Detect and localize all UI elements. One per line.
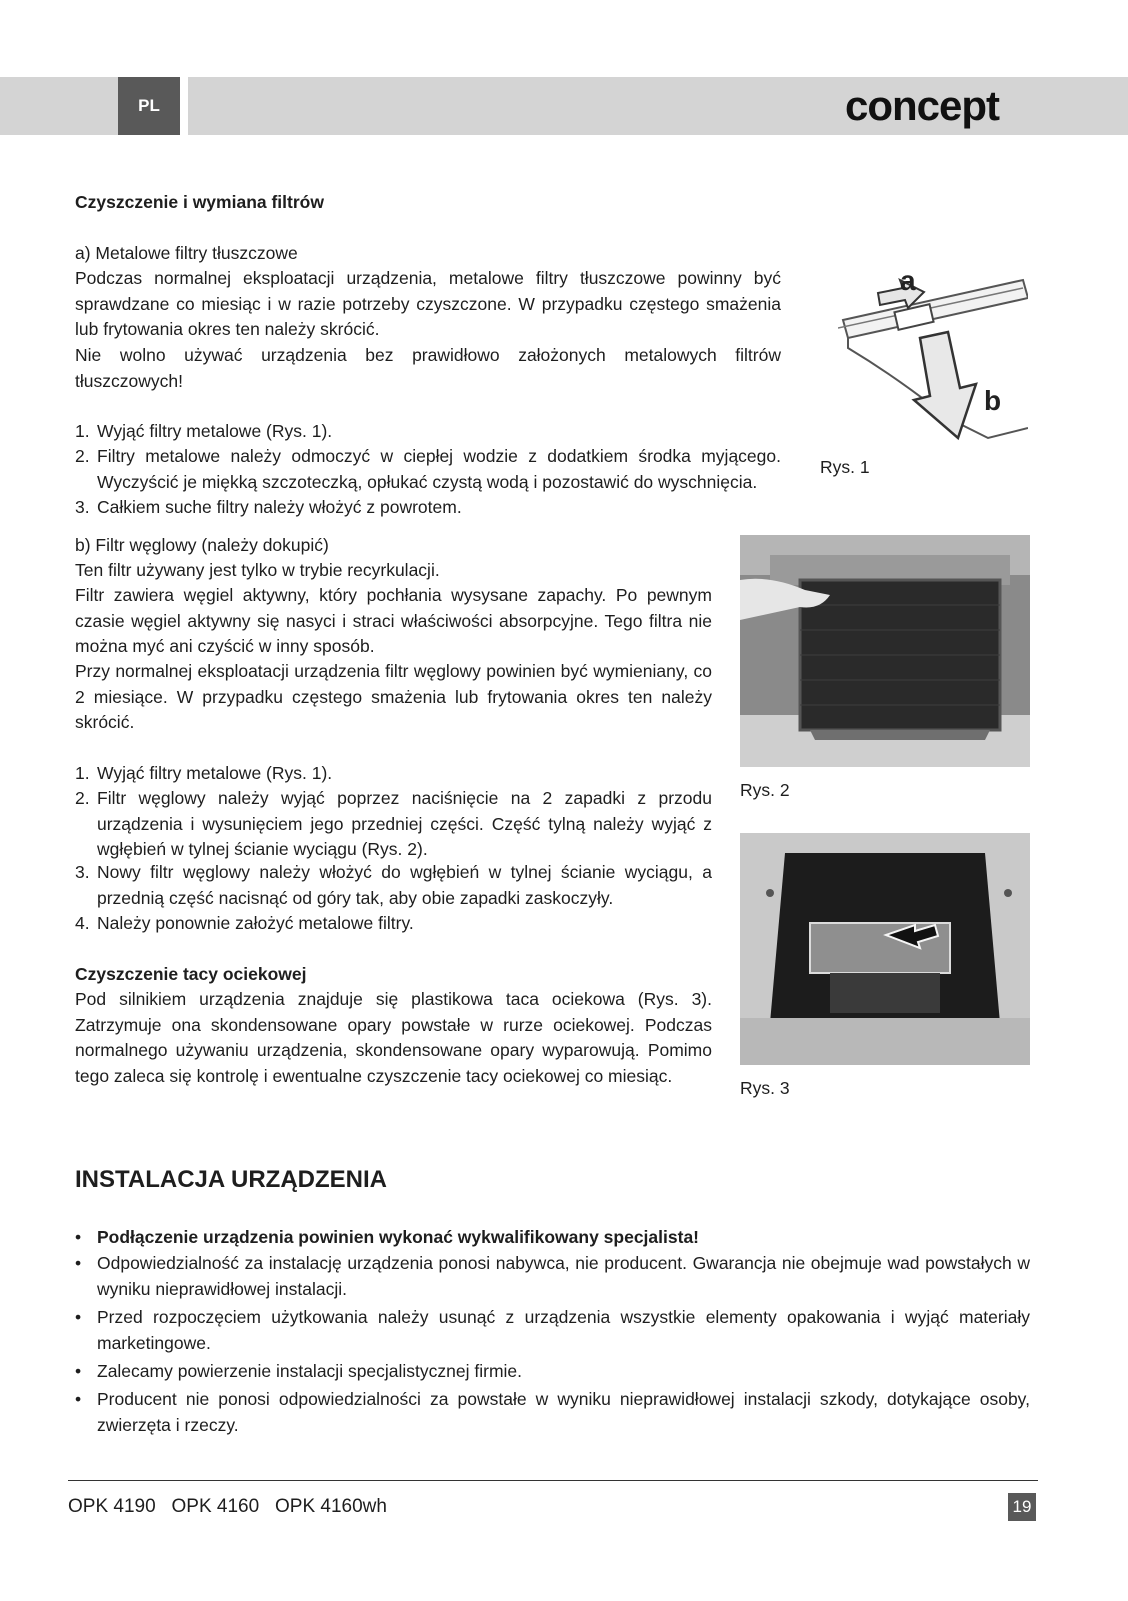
figure-2-caption: Rys. 2 [740, 780, 790, 800]
install-bullet-1: • Podłączenie urządzenia powinien wykonać wykwalifikowany specjalista! [75, 1225, 1030, 1251]
install-bullet-3: • Przed rozpoczęciem użytkowania należy usunąć z urządzenia wszystkie elementy opakowania i wyjąć materiały marketingowe. [75, 1307, 1030, 1353]
carbon-filter-heading: b) Filtr węglowy (należy dokupić) [75, 535, 329, 555]
bullet-dot: • [75, 1307, 82, 1327]
install-bullet-5: • Producent nie ponosi odpowiedzialności za powstałe w wyniku nieprawidłowej instalacji szkody, dotykające osoby, zwierzęta i rzeczy. [75, 1389, 1030, 1435]
carbon-step-4: 4. Należy ponownie założyć metalowe filtry. [75, 913, 414, 933]
metal-step-2: 2. Filtry metalowe należy odmoczyć w ciepłej wodzie z dodatkiem środka myjącego. Wyczyścić je miękką szczoteczką, opłukać czystą wodą i pozostawić do wyschnięcia. [75, 446, 781, 492]
bullet-dot: • [75, 1361, 82, 1381]
brand-logo: concept [845, 82, 1000, 129]
carbon-step-3: 3. Nowy filtr węglowy należy włożyć do wgłębień w tylnej ścianie wyciągu, a przednią część nacisnąć od góry tak, aby obie zapadki zaskoczyły. [75, 862, 712, 908]
figure-1-label-a: a [900, 268, 916, 296]
figure-3-photo [740, 833, 1030, 1065]
carbon-filter-paragraph-3: Przy normalnej eksploatacji urządzenia filtr węglowy powinien być wymieniany, co 2 miesiące. W przypadku częstego smażenia lub frytowania okres ten należy skrócić. [75, 661, 712, 732]
language-tab: PL [118, 77, 180, 135]
bullet-dot: • [75, 1389, 82, 1409]
section-title-install: INSTALACJA URZĄDZENIA [75, 1166, 387, 1193]
metal-step-3: 3. Całkiem suche filtry należy włożyć z powrotem. [75, 497, 462, 517]
section-title-tray: Czyszczenie tacy ociekowej [75, 964, 307, 984]
metal-filter-paragraph-1: Podczas normalnej eksploatacji urządzenia, metalowe filtry tłuszczowe powinny być sprawdzane co miesiąc i w razie potrzeby czyszczone. W przypadku częstego smażenia lub frytowania okres ten należy skrócić. [75, 268, 781, 339]
figure-2-photo [740, 535, 1030, 767]
footer-model-list: OPK 4190 OPK 4160 OPK 4160wh [68, 1496, 387, 1517]
metal-filter-heading: a) Metalowe filtry tłuszczowe [75, 243, 298, 263]
figure-1-caption: Rys. 1 [820, 457, 870, 477]
figure-3-caption: Rys. 3 [740, 1078, 790, 1098]
section-title-filters: Czyszczenie i wymiana filtrów [75, 192, 324, 212]
carbon-filter-paragraph-1: Ten filtr używany jest tylko w trybie recyrkulacji. [75, 560, 440, 580]
figure-1-diagram [838, 268, 1028, 453]
bullet-dot: • [75, 1253, 82, 1273]
tray-paragraph: Pod silnikiem urządzenia znajduje się plastikowa taca ociekowa (Rys. 3). Zatrzymuje ona skondensowane opary powstałe w rurze ociekowej. Podczas normalnego używaniu urządzenia, skondensowane opary wyparowują. Pomimo tego zaleca się kontrolę i ewentualne czyszczenie tacy ociekowej co miesiąc. [75, 989, 712, 1086]
install-bullet-2: • Odpowiedzialność za instalację urządzenia ponosi nabywca, nie producent. Gwarancja nie obejmuje wad powstałych w wyniku nieprawidłowej instalacji. [75, 1253, 1030, 1299]
metal-filter-paragraph-2: Nie wolno używać urządzenia bez prawidłowo założonych metalowych filtrów tłuszczowych! [75, 345, 781, 391]
carbon-filter-paragraph-2: Filtr zawiera węgiel aktywny, który pochłania wysysane zapachy. Po pewnym czasie węgiel aktywny się nasyci i straci właściwości absorpcyjne. Tego filtra nie można myć ani czyścić w inny sposób. [75, 585, 712, 656]
footer-divider [68, 1480, 1038, 1481]
install-bullet-4: • Zalecamy powierzenie instalacji specjalistycznej firmie. [75, 1359, 1030, 1385]
carbon-step-2: 2. Filtr węglowy należy wyjąć poprzez naciśnięcie na 2 zapadki z przodu urządzenia i wysunięciem jego przedniej części. Część tylną należy wyjąć z wgłębień w tylnej ścianie wyciągu (Rys. 2). [75, 788, 712, 859]
header-divider [180, 77, 188, 135]
carbon-step-1: 1. Wyjąć filtry metalowe (Rys. 1). [75, 763, 333, 783]
page-number: 19 [1008, 1493, 1036, 1521]
metal-step-1: 1. Wyjąć filtry metalowe (Rys. 1). [75, 421, 333, 441]
figure-1-label-b: b [984, 385, 1002, 416]
bullet-dot: • [75, 1227, 82, 1247]
